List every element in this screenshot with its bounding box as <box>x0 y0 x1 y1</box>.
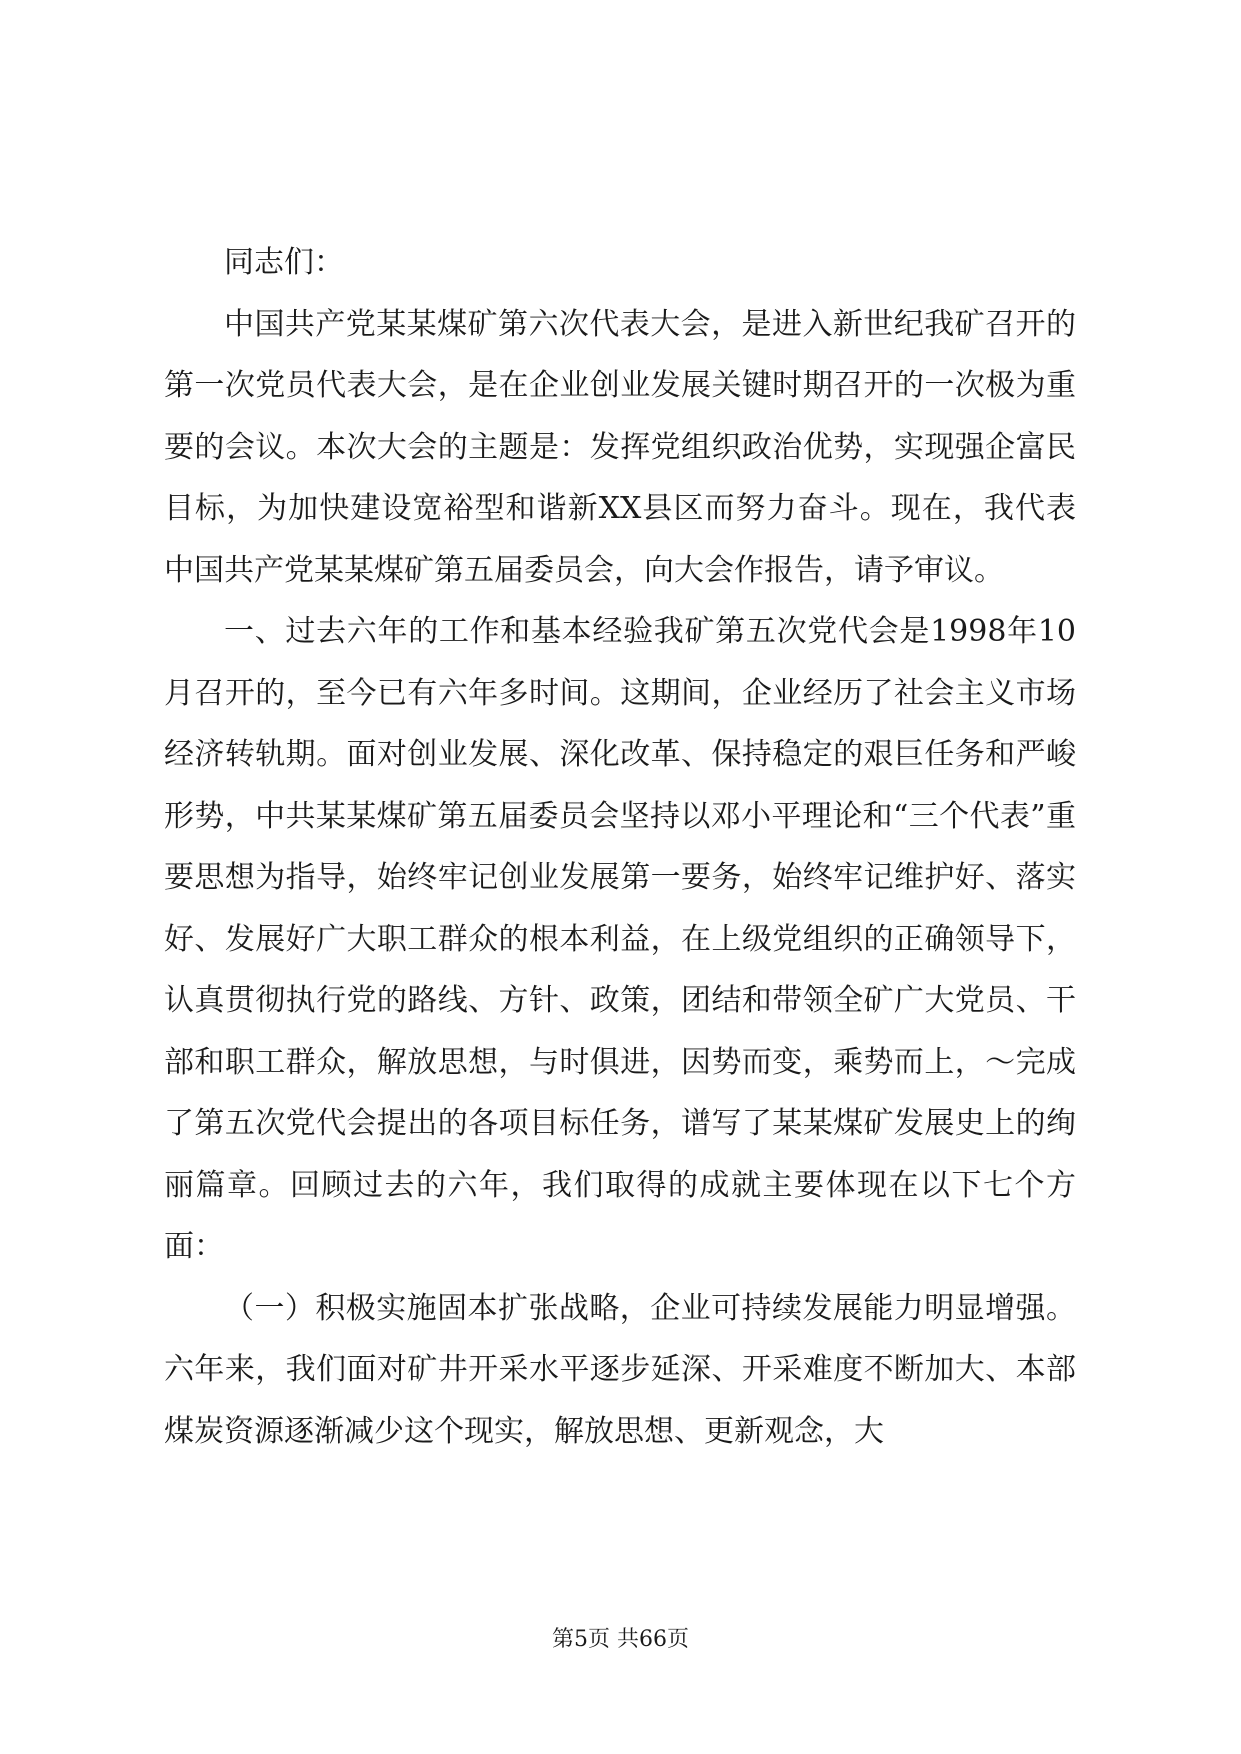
subsection-one-paragraph: （一）积极实施固本扩张战略，企业可持续发展能力明显增强。六年来，我们面对矿井开采水平逐步延深、开采难度不断加大、本部煤炭资源逐渐减少这个现实，解放思想、更新观念，大 <box>164 1290 1076 1449</box>
intro-paragraph: 中国共产党某某煤矿第六次代表大会，是进入新世纪我矿召开的第一次党员代表大会，是在企业创业发展关键时期召开的一次极为重要的会议。本次大会的主题是：发挥党组织政治优势，实现强企富民目标，为加快建设宽裕型和谐新XX县区而努力奋斗。现在，我代表中国共产党某某煤矿第五届委员会，向大会作报告，请予审议。 <box>164 306 1076 588</box>
section-one-paragraph: 一、过去六年的工作和基本经验我矿第五次党代会是1998年10月召开的，至今已有六年多时间。这期间，企业经历了社会主义市场经济转轨期。面对创业发展、深化改革、保持稳定的艰巨任务和严峻形势，中共某某煤矿第五届委员会坚持以邓小平理论和“三个代表”重要思想为指导，始终牢记创业发展第一要务，始终牢记维护好、落实好、发展好广大职工群众的根本利益，在上级党组织的正确领导下，认真贯彻执行党的路线、方针、政策，团结和带领全矿广大党员、干部和职工群众，解放思想，与时俱进，因势而变，乘势而上，～完成了第五次党代会提出的各项目标任务，谱写了某某煤矿发展史上的绚丽篇章。回顾过去的六年，我们取得的成就主要体现在以下七个方面： <box>164 614 1076 1264</box>
page-number-footer: 第5页 共66页 <box>552 1627 689 1652</box>
document-body <box>164 232 1076 1462</box>
salutation-paragraph: 同志们： <box>224 245 344 280</box>
